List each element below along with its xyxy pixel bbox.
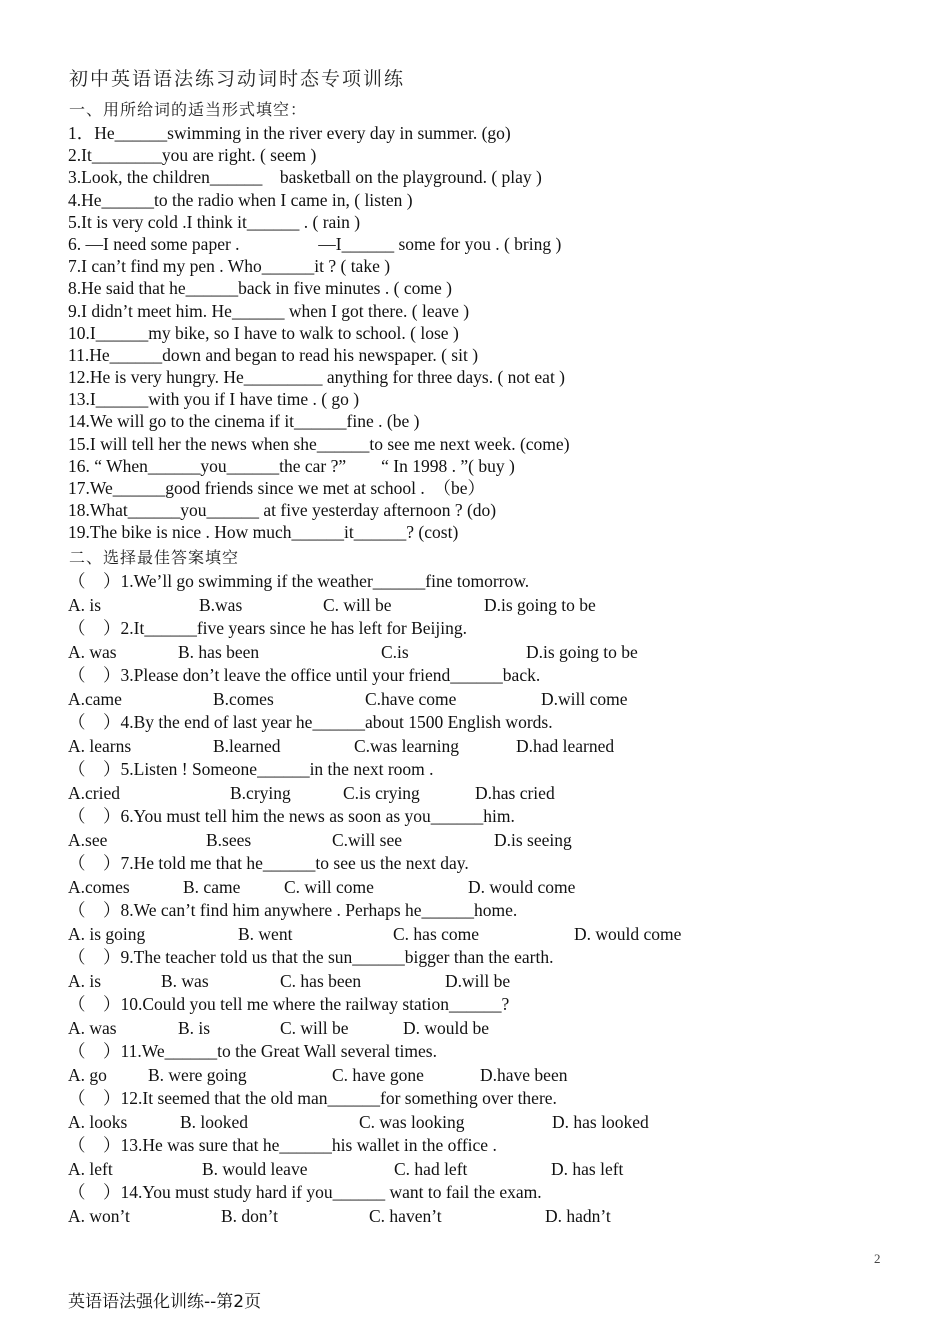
answer-option: B. looked <box>180 1111 249 1132</box>
answer-options <box>68 1158 624 1182</box>
answer-option: A. go <box>68 1064 107 1085</box>
answer-option: A.see <box>68 829 108 850</box>
answer-option: C.have come <box>365 688 457 709</box>
answer-option: C.is <box>381 641 409 662</box>
question-stem: （ ）12.It seemed that the old man______for something over there. <box>68 1088 557 1108</box>
answer-option: B. went <box>238 923 293 944</box>
answer-option: A. is <box>68 594 102 615</box>
page-title: 初中英语语法练习动词时态专项训练 <box>69 68 406 90</box>
answer-option: A.came <box>68 688 122 709</box>
answer-option: C. had left <box>394 1158 468 1179</box>
fill-in-item: 4.He______to the radio when I came in, ( listen ) <box>68 189 413 210</box>
answer-option: C. will be <box>323 594 392 615</box>
multiple-choice-list <box>68 570 682 1228</box>
answer-option: A. won’t <box>68 1205 130 1226</box>
answer-options <box>68 735 615 759</box>
fill-in-item: 2.It________you are right. ( seem ) <box>68 145 317 166</box>
answer-option: A. is going <box>68 923 146 944</box>
answer-option: D. would come <box>574 923 682 944</box>
answer-options <box>68 782 557 806</box>
answer-options <box>68 923 682 947</box>
answer-option: C. have gone <box>332 1064 424 1085</box>
answer-options <box>68 970 557 994</box>
answer-options <box>68 594 596 618</box>
answer-option: D. would come <box>468 876 576 897</box>
answer-option: A. learns <box>68 735 132 756</box>
answer-option: B.sees <box>206 829 252 850</box>
fill-in-item: 8.He said that he______back in five minutes . ( come ) <box>68 278 452 299</box>
answer-options <box>68 641 638 665</box>
answer-option: A. looks <box>68 1111 128 1132</box>
answer-option: C. has come <box>393 923 480 944</box>
answer-options <box>68 688 628 712</box>
question-stem: （ ）11.We______to the Great Wall several times. <box>68 1041 437 1061</box>
answer-option: D. hadn’t <box>545 1205 611 1226</box>
answer-option: C. will come <box>284 876 374 897</box>
answer-option: D.had learned <box>516 735 615 756</box>
answer-option: D.will come <box>541 688 628 709</box>
question-stem: （ ）3.Please don’t leave the office until your friend______back. <box>68 665 541 685</box>
fill-in-item: 5.It is very cold .I think it______ . ( rain ) <box>68 211 361 232</box>
question-stem: （ ）7.He told me that he______to see us the next day. <box>68 853 469 873</box>
fill-in-item: 11.He______down and began to read his newspaper. ( sit ) <box>68 344 479 365</box>
fill-in-item: 19.The bike is nice . How much______it______? (cost) <box>68 522 459 543</box>
answer-options <box>68 1017 557 1041</box>
question-stem: （ ）9.The teacher told us that the sun______bigger than the earth. <box>68 947 554 967</box>
answer-option: B.learned <box>213 735 281 756</box>
answer-options <box>68 876 576 900</box>
answer-option: B. came <box>183 876 241 897</box>
answer-option: A. left <box>68 1158 113 1179</box>
question-stem: （ ）1.We’ll go swimming if the weather______fine tomorrow. <box>68 571 530 591</box>
answer-options <box>68 1205 611 1229</box>
answer-options <box>68 1064 568 1088</box>
answer-option: D. has left <box>551 1158 624 1179</box>
answer-option: C. was looking <box>359 1111 465 1132</box>
question-stem: （ ）4.By the end of last year he______about 1500 English words. <box>68 712 553 732</box>
answer-option: B.comes <box>213 688 274 709</box>
answer-option: B. don’t <box>221 1205 279 1226</box>
fill-in-item: 14.We will go to the cinema if it______fine . (be ) <box>68 411 420 432</box>
page-number: 2 <box>874 1251 881 1266</box>
answer-option: D.is going to be <box>484 594 596 615</box>
answer-option: D. has looked <box>552 1111 649 1132</box>
answer-option: B.was <box>199 594 243 615</box>
fill-in-item: 1．He______swimming in the river every day in summer. (go) <box>68 123 511 143</box>
question-stem: （ ）6.You must tell him the news as soon as you______him. <box>68 806 515 826</box>
question-stem: （ ）2.It______five years since he has left for Beijing. <box>68 618 467 638</box>
question-stem: （ ）5.Listen ! Someone______in the next room . <box>68 759 434 779</box>
fill-in-item: 18.What______you______ at five yesterday afternoon ? (do) <box>68 500 497 521</box>
answer-option: B.crying <box>230 782 291 803</box>
question-stem: （ ）14.You must study hard if you______ want to fail the exam. <box>68 1182 542 1202</box>
answer-option: D.is seeing <box>494 829 572 850</box>
answer-option: A.cried <box>68 782 120 803</box>
answer-option: C. haven’t <box>369 1205 442 1226</box>
answer-option: C.is crying <box>343 782 420 803</box>
answer-option: B. has been <box>178 641 260 662</box>
page-footer: 英语语法强化训练--第2页 <box>68 1292 262 1312</box>
answer-option: A. was <box>68 641 117 662</box>
fill-in-item: 6. —I need some paper . —I______ some for you . ( bring ) <box>68 233 562 254</box>
answer-option: D.has cried <box>475 782 555 803</box>
answer-option: B. is <box>178 1017 211 1038</box>
fill-in-item: 7.I can’t find my pen . Who______it ? ( take ) <box>68 256 391 277</box>
question-stem: （ ）8.We can’t find him anywhere . Perhaps he______home. <box>68 900 518 920</box>
fill-in-list <box>68 122 570 544</box>
answer-option: A.comes <box>68 876 130 897</box>
fill-in-item: 10.I______my bike, so I have to walk to school. ( lose ) <box>68 322 459 343</box>
answer-options <box>68 829 572 853</box>
answer-option: C. will be <box>280 1017 349 1038</box>
answer-option: C. has been <box>280 970 362 991</box>
fill-in-item: 17.We______good friends since we met at school . （be） <box>68 478 486 498</box>
answer-option: B. were going <box>148 1064 247 1085</box>
fill-in-item: 13.I______with you if I have time . ( go ) <box>68 389 360 410</box>
answer-option: A. is <box>68 970 102 991</box>
answer-option: D.will be <box>445 970 511 991</box>
question-stem: （ ）13.He was sure that he______his wallet in the office . <box>68 1135 497 1155</box>
question-stem: （ ）10.Could you tell me where the railway station______? <box>68 994 510 1014</box>
fill-in-item: 16. “ When______you______the car ?” “ In 1998 . ”( buy ) <box>68 455 515 476</box>
fill-in-item: 15.I will tell her the news when she______to see me next week. (come) <box>68 433 570 454</box>
answer-option: B. would leave <box>202 1158 308 1179</box>
section-heading-multiple-choice: 二、选择最佳答案填空 <box>69 548 240 567</box>
answer-option: B. was <box>161 970 209 991</box>
answer-option: C.will see <box>332 829 402 850</box>
answer-option: D. would be <box>403 1017 490 1038</box>
fill-in-item: 12.He is very hungry. He_________ anything for three days. ( not eat ) <box>68 367 566 388</box>
fill-in-item: 3.Look, the children______ basketball on the playground. ( play ) <box>68 167 542 188</box>
answer-option: D.is going to be <box>526 641 638 662</box>
fill-in-item: 9.I didn’t meet him. He______ when I got there. ( leave ) <box>68 300 470 321</box>
answer-option: D.have been <box>480 1064 568 1085</box>
answer-options <box>68 1111 649 1135</box>
answer-option: C.was learning <box>354 735 459 756</box>
answer-option: A. was <box>68 1017 117 1038</box>
section-heading-fill-in: 一、用所给词的适当形式填空： <box>69 100 308 119</box>
